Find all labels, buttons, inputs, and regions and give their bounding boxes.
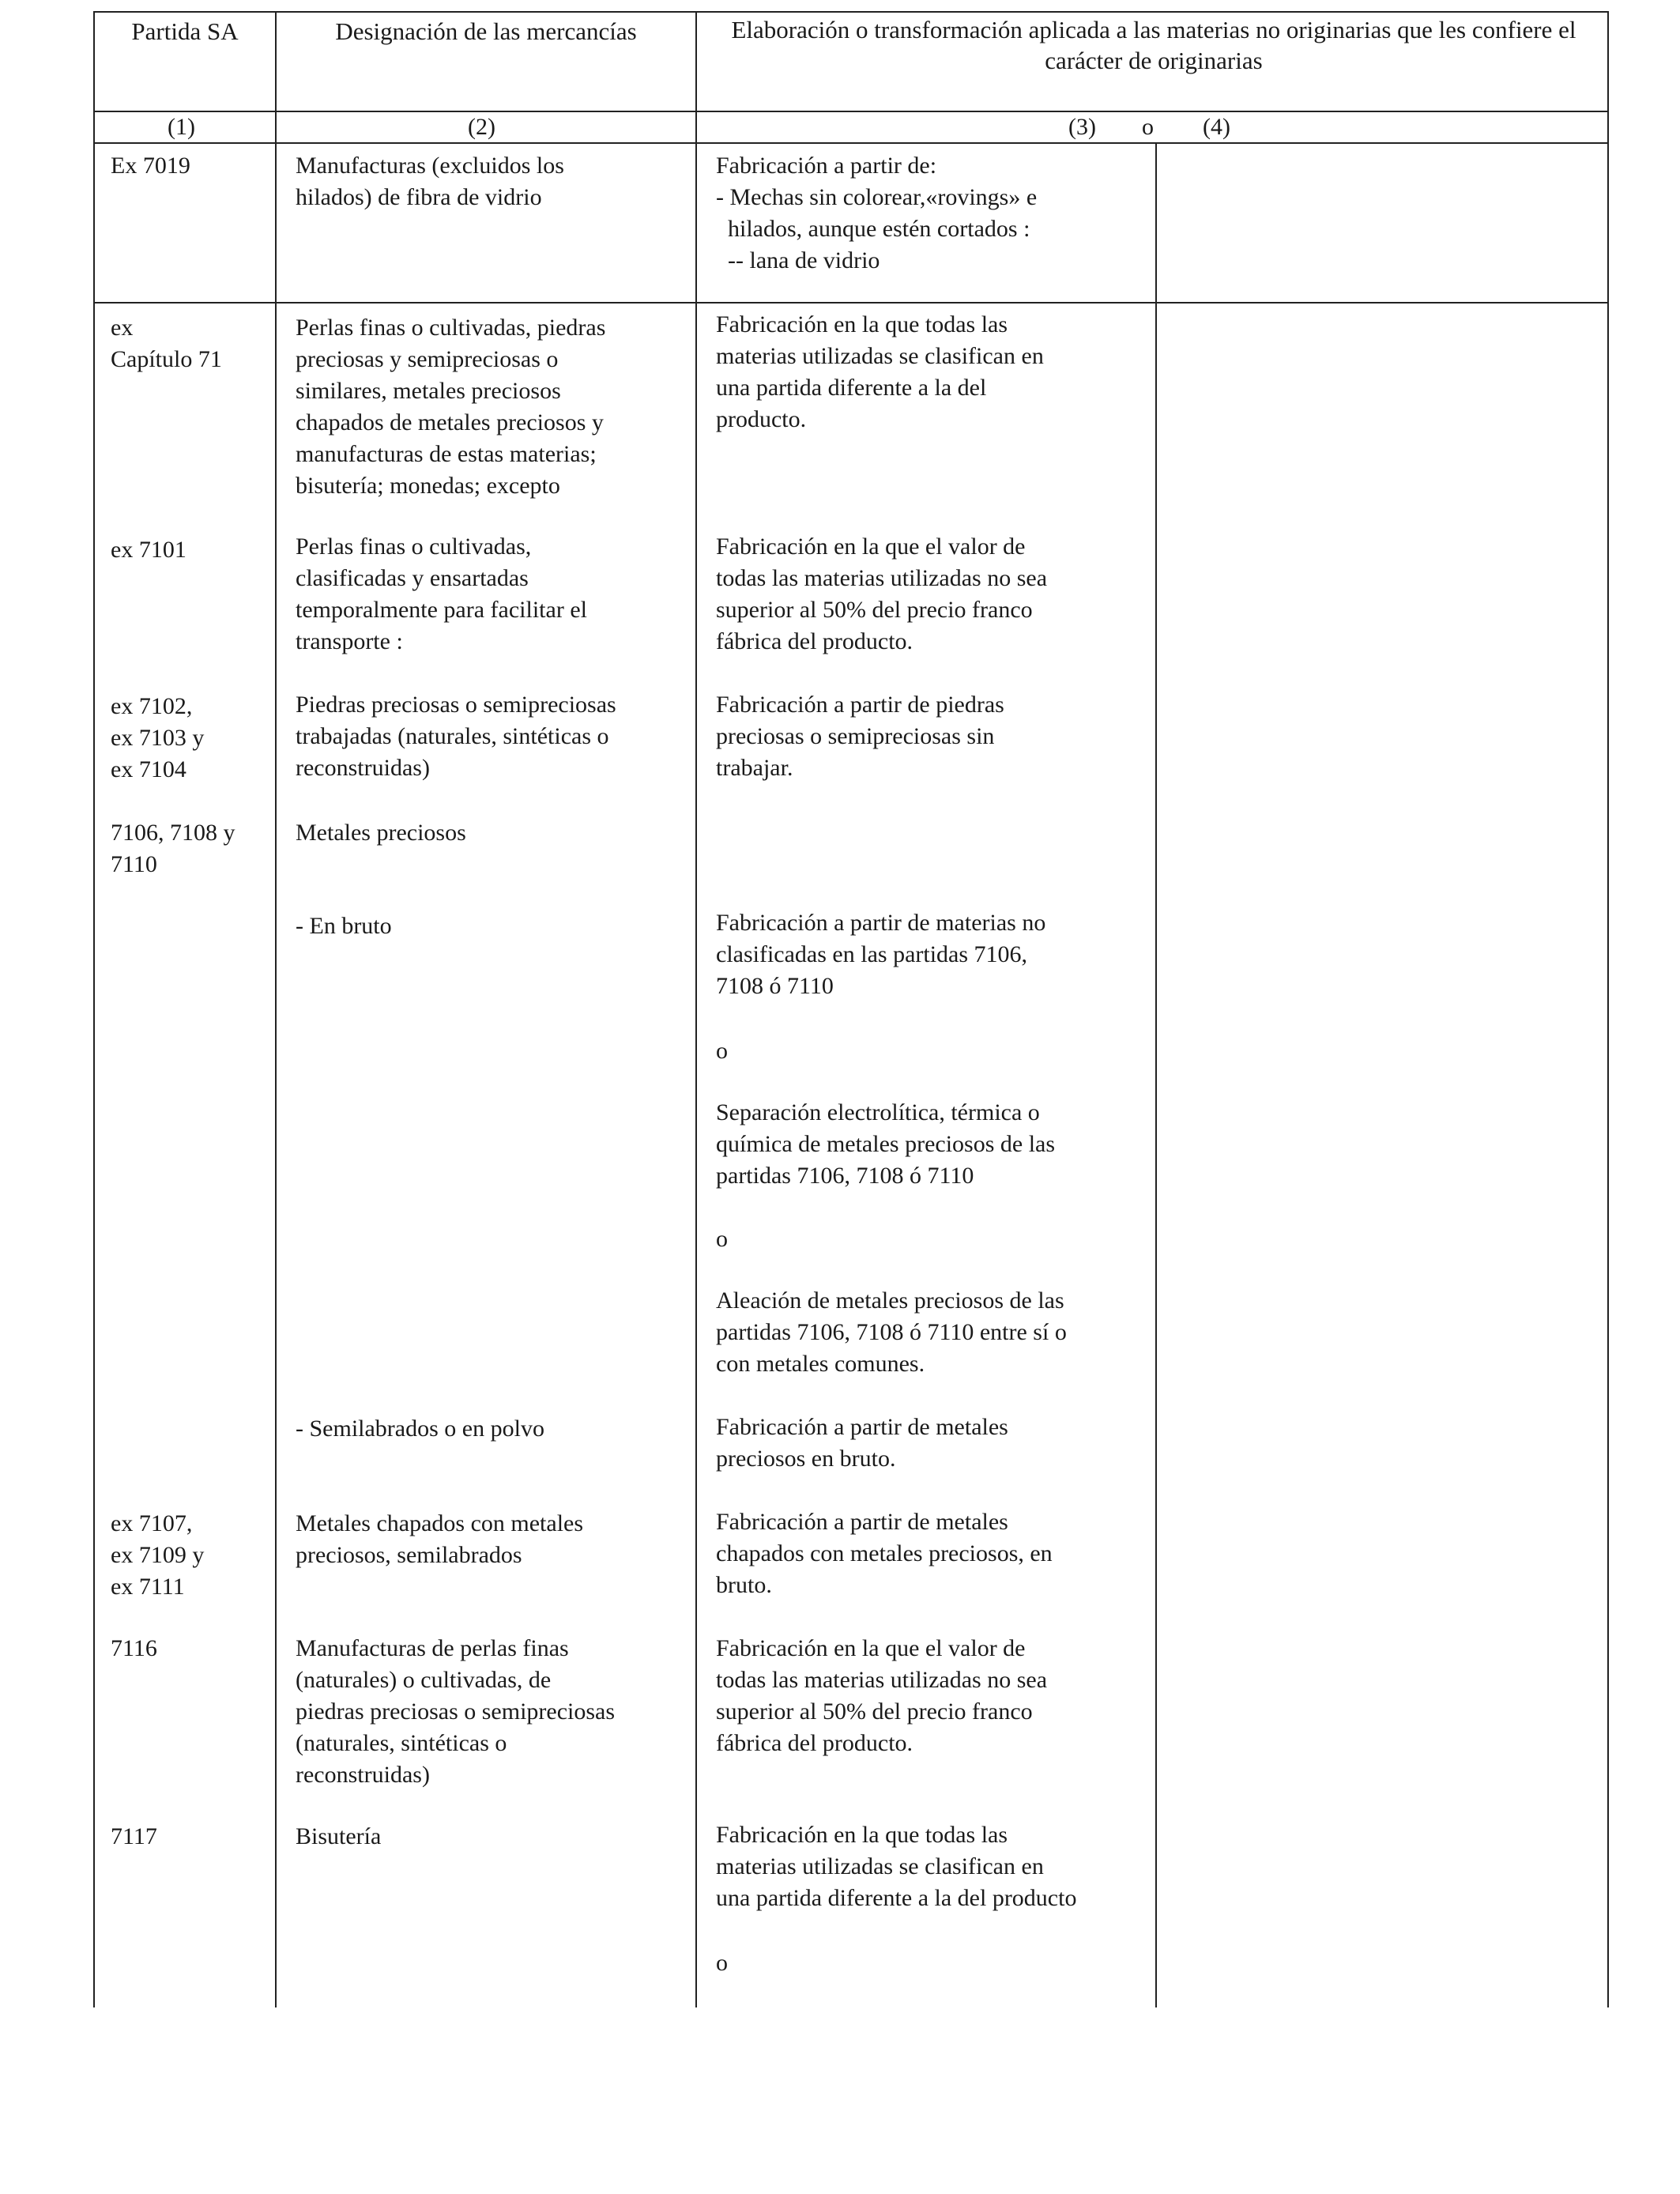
row-code: ex 7102, ex 7103 y ex 7104: [111, 693, 205, 782]
row-rule: Fabricación a partir de metales preciosos en bruto.: [716, 1414, 1008, 1472]
row-rule: Fabricación en la que el valor de todas las materias utilizadas no sea superior al 50% del precio franco fábrica del producto.: [716, 533, 1048, 654]
row-code: Ex 7019: [111, 153, 190, 179]
row-code: 7106, 7108 y 7110: [111, 820, 235, 877]
row-code: ex 7101: [111, 537, 186, 563]
row-rule: Aleación de metales preciosos de las partidas 7106, 7108 ó 7110 entre sí o con metales comunes.: [716, 1287, 1067, 1377]
row-description: Metales chapados con metales preciosos, semilabrados: [296, 1510, 584, 1568]
header-bottom-border: [93, 111, 1607, 112]
row-rule: Fabricación a partir de materias no clasificadas en las partidas 7106, 7108 ó 7110: [716, 910, 1046, 999]
row-rule: Separación electrolítica, térmica o química de metales preciosos de las partidas 7106, 7108 ó 7110: [716, 1099, 1056, 1189]
col-divider-3: [1155, 142, 1157, 2007]
header-num2: (2): [468, 114, 495, 140]
row-description: Perlas finas o cultivadas, piedras preciosas y semipreciosas o similares, metales preciosos chapados de metales preciosos y manufacturas de estas materias; bisutería; monedas; excepto: [296, 315, 606, 499]
header-num4: (4): [1203, 114, 1230, 140]
row-rule: o: [716, 1038, 728, 1064]
row-description: - En bruto: [296, 913, 392, 939]
number-row-bottom-border: [93, 142, 1607, 144]
row-rule: o: [716, 1226, 728, 1252]
row-rule: Fabricación a partir de piedras preciosas o semipreciosas sin trabajar.: [716, 692, 1004, 781]
row-description: Bisutería: [296, 1823, 382, 1849]
row-description: Piedras preciosas o semipreciosas trabajadas (naturales, sintéticas o reconstruidas): [296, 692, 616, 781]
header-num-or: o: [1142, 114, 1154, 140]
row-description: Perlas finas o cultivadas, clasificadas y ensartadas temporalmente para facilitar el transporte :: [296, 533, 587, 654]
row-description: Manufacturas (excluidos los hilados) de fibra de vidrio: [296, 153, 564, 210]
header-num3: (3): [1068, 114, 1096, 140]
row-code: ex Capítulo 71: [111, 315, 222, 372]
row-rule: o: [716, 1950, 728, 1976]
header-col2: Designación de las mercancías: [335, 17, 637, 45]
table-top-border: [93, 11, 1607, 13]
table-right-border: [1607, 11, 1609, 2007]
row-rule: Fabricación a partir de: - Mechas sin colorear,«rovings» e hilados, aunque estén cortados : -- lana de vidrio: [716, 153, 1038, 273]
header-num1: (1): [168, 114, 195, 140]
row-description: Manufacturas de perlas finas (naturales) o cultivadas, de piedras preciosas o semipreciosas (naturales, sintéticas o reconstruidas): [296, 1635, 616, 1788]
table-left-border: [93, 11, 95, 2007]
row-description: - Semilabrados o en polvo: [296, 1416, 544, 1442]
row-description: Metales preciosos: [296, 820, 466, 846]
row-rule: Fabricación en la que el valor de todas las materias utilizadas no sea superior al 50% del precio franco fábrica del producto.: [716, 1635, 1048, 1756]
row-code: 7116: [111, 1635, 157, 1661]
header-col3: Elaboración o transformación aplicada a las materias no originarias que les confiere el carácter de originarias: [731, 16, 1576, 74]
row-code: 7117: [111, 1823, 157, 1849]
row-divider: [93, 302, 1607, 303]
row-code: ex 7107, ex 7109 y ex 7111: [111, 1510, 205, 1600]
col-divider-2: [695, 11, 697, 2007]
row-rule: Fabricación a partir de metales chapados con metales preciosos, en bruto.: [716, 1509, 1053, 1598]
row-rule: Fabricación en la que todas las materias utilizadas se clasifican en una partida diferente a la del producto.: [716, 311, 1044, 432]
col-divider-1: [275, 11, 277, 2007]
header-col1: Partida SA: [131, 17, 239, 45]
row-rule: Fabricación en la que todas las materias utilizadas se clasifican en una partida diferente a la del producto: [716, 1822, 1077, 1911]
